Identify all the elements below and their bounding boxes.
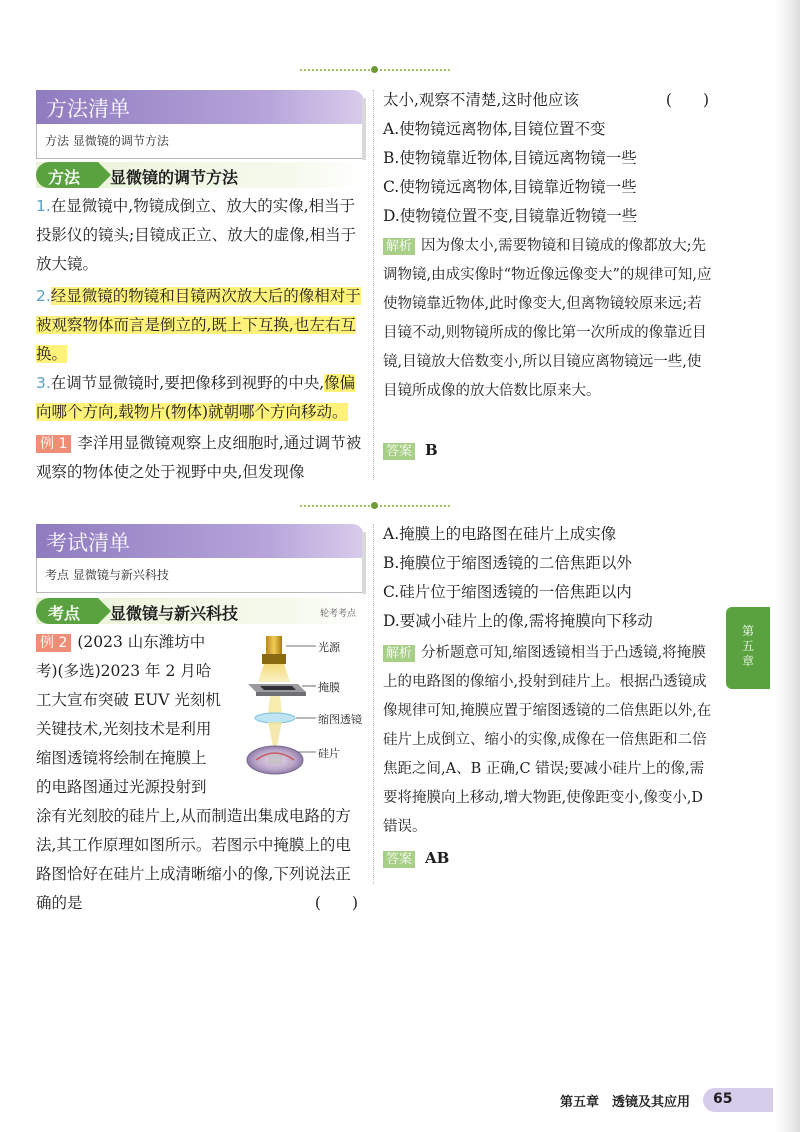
example-1-option-d: D.使物镜位置不变,目镜靠近物镜一些 [383,207,638,225]
example-2-analysis: 解析 分析题意可知,缩图透镜相当于凸透镜,将掩膜上的电路图的像缩小,投射到硅片上。根据凸透镜成像规律可知,掩膜应置于缩图透镜的二倍焦距以外,在硅片上成倒立、缩小的实像,成像在一倍焦距和二倍焦距之间,A、B 正确,C 错误;要减小硅片上的像,需要将掩膜向上移动,增大物距,使像距变小,像变小,D 错误。 [383,645,712,835]
example-1-tag: 例 1 [36,435,71,453]
example-2-line-2: 考)(多选)2023 年 2 月哈 [36,662,212,680]
example-2-answer [383,849,449,868]
example-2-option-c: C.硅片位于缩图透镜的一倍焦距以内 [383,583,632,601]
example-2-option-b: B.掩膜位于缩图透镜的二倍焦距以外 [383,554,632,572]
mid-separator-dot [371,502,378,509]
method-heading-title: 显微镜的调节方法 [110,168,239,187]
label-reduction-lens: 缩图透镜 [318,713,362,726]
lithography-illustration [246,634,366,784]
method-item-3-highlight: 像偏向哪个方向,载物片(物体)就朝哪个方向移动。 [36,374,356,421]
method-item-2-highlight: 经显微镜的物镜和目镜两次放大后的像相对于被观察物体而言是倒立的,既上下互换,也左右互换。 [36,287,361,363]
example-1-answer-value: B [425,441,438,459]
example-2-line-1: 例 2 (2023 山东潍坊中 [36,628,246,657]
example-2-question-rest: 涂有光刻胶的硅片上,从而制造出集成电路的方法,其工作原理如图所示。若图示中掩膜上的电路图恰好在硅片上成清晰缩小的像,下列说法正确的是 ( ) [36,802,364,918]
example-2-analysis-tag: 解析 [383,645,415,662]
chapter-side-tab-label: 第五章 [741,624,754,668]
example-2-line-5: 缩图透镜将绘制在掩膜上 [36,749,207,767]
method-item-2: 2.经显微镜的物镜和目镜两次放大后的像相对于被观察物体而言是倒立的,既上下互换,也左右互换。 [36,287,361,363]
example-1-option-a: A.使物镜远离物体,目镜位置不变 [383,120,606,138]
example-2-option-a: A.掩膜上的电路图在硅片上成实像 [383,525,617,543]
example-1-answer-tag: 答案 [383,443,415,460]
lithography-diagram [246,634,366,784]
label-mask: 掩膜 [318,681,340,694]
label-light-source: 光源 [318,641,340,654]
column-divider-bottom [373,524,374,884]
example-1-continued: 太小,观察不清楚,这时他应该 ( ) [383,86,713,115]
method-pill: 方法 [48,168,81,187]
example-1-answer-paren: ( ) [665,91,709,109]
exam-heading-title: 显微镜与新兴科技 [110,604,239,623]
example-1-analysis-tag: 解析 [383,238,415,255]
label-wafer: 硅片 [318,747,340,760]
example-2-line-4: 关键技术,光刻技术是利用 [36,720,212,738]
method-item-3: 3.在调节显微镜时,要把像移到视野的中央,像偏向哪个方向,载物片(物体)就朝哪个方向移动。 [36,374,356,421]
exam-heading [36,598,364,624]
example-1-option-b: B.使物镜靠近物体,目镜远离物镜一些 [383,149,637,167]
exam-frequency-tag: 轮考考点 [319,609,356,619]
exam-banner-title: 考试清单 [46,531,130,555]
example-2-line-3: 工大宣布突破 EUV 光刻机 [36,691,221,709]
page-number-badge [703,1088,773,1112]
example-1-analysis: 解析 因为像太小,需要物镜和目镜成的像都放大;先调物镜,由成实像时“物近像远像变大”的规律可知,应使物镜靠近物体,此时像变大,但离物镜较原来远;若目镜不动,则物镜所成的像比第一次所成的像靠近目镜,目镜放大倍数变小,所以目镜应离物镜远一些,使目镜所成像的放大倍数比原来大。 [383,238,712,399]
example-2-answer-value: AB [425,849,450,867]
exam-banner [36,524,364,600]
example-1-question: 例 1 李洋用显微镜观察上皮细胞时,通过调节被观察的物体使之处于视野中央,但发现像 [36,434,362,481]
method-heading [36,162,364,188]
exam-pill: 考点 [48,604,81,623]
example-2-answer-paren: ( ) [314,894,358,912]
example-1-option-c: C.使物镜远离物体,目镜靠近物镜一些 [383,178,637,196]
exam-banner-subtitle: 考点 显微镜与新兴科技 [45,568,169,582]
method-item-1: 1.在显微镜中,物镜成倒立、放大的实像,相当于投影仪的镜头;目镜成正立、放大的虚像,相当于放大镜。 [36,197,357,273]
page-number: 65 [713,1091,733,1107]
chapter-side-tab[interactable] [726,607,770,689]
methods-banner-subtitle: 方法 显微镜的调节方法 [45,134,169,148]
methods-banner-title: 方法清单 [46,97,130,121]
column-divider-top [373,90,374,480]
example-2-answer-tag: 答案 [383,851,415,868]
example-2-option-d: D.要减小硅片上的像,需将掩膜向下移动 [383,612,653,630]
footer-chapter: 第五章 透镜及其应用 [560,1095,691,1110]
example-2-line-6: 的电路图通过光源投射到 [36,778,207,796]
top-separator-dot [371,66,378,73]
page-edge [774,0,800,1132]
example-1-answer [383,441,438,460]
example-2-tag: 例 2 [36,634,71,652]
methods-banner [36,90,364,166]
